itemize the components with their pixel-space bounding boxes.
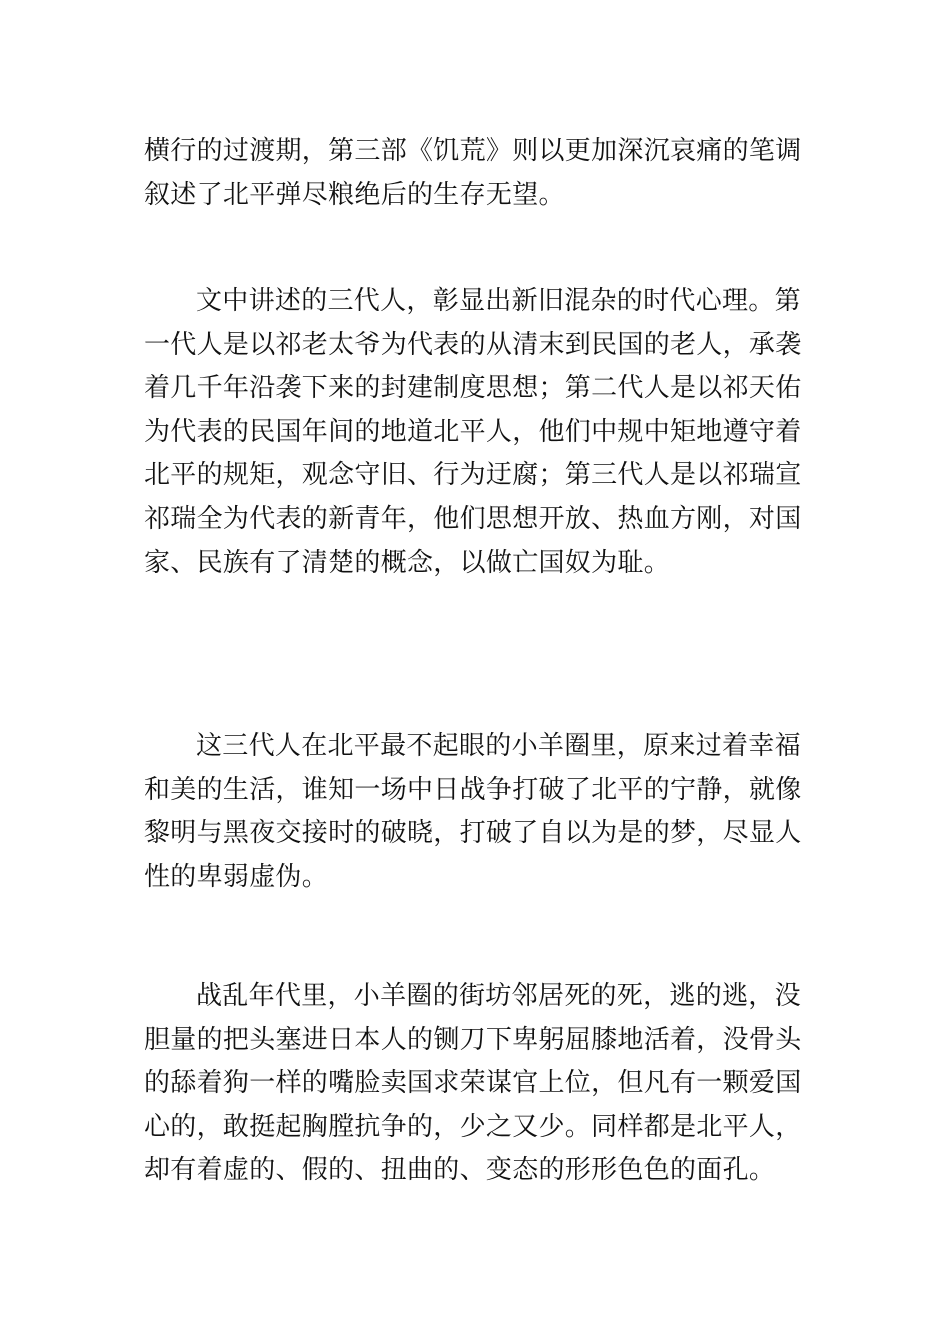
text-line: 北平的规矩，观念守旧、行为迂腐；第三代人是以祁瑞宣 xyxy=(144,460,802,491)
text-line: 的舔着狗一样的嘴脸卖国求荣谋官上位，但凡有一颗爱国 xyxy=(144,1068,802,1099)
text-line: 却有着虚的、假的、扭曲的、变态的形形色色的面孔。 xyxy=(144,1155,776,1186)
text-line: 战乱年代里，小羊圈的街坊邻居死的死，逃的逃，没 xyxy=(196,981,801,1011)
text-line: 文中讲述的三代人，彰显出新旧混杂的时代心理。第 xyxy=(196,286,801,316)
paragraph-2 xyxy=(144,280,806,585)
text-line: 和美的生活，谁知一场中日战争打破了北平的宁静，就像 xyxy=(144,774,802,805)
paragraph-3 xyxy=(144,725,806,899)
text-line: 一代人是以祁老太爷为代表的从清末到民国的老人，承袭 xyxy=(144,329,802,360)
paragraph-4 xyxy=(144,975,806,1193)
paragraph-1 xyxy=(144,130,806,217)
text-line: 黎明与黑夜交接时的破晓，打破了自以为是的梦，尽显人 xyxy=(144,818,802,849)
text-line: 性的卑弱虚伪。 xyxy=(144,861,329,892)
text-line: 家、民族有了清楚的概念，以做亡国奴为耻。 xyxy=(144,547,671,578)
text-line: 心的，敢挺起胸膛抗争的，少之又少。同样都是北平人， xyxy=(144,1111,802,1142)
text-line: 叙述了北平弹尽粮绝后的生存无望。 xyxy=(144,179,565,210)
text-line: 这三代人在北平最不起眼的小羊圈里，原来过着幸福 xyxy=(196,731,801,761)
text-line: 横行的过渡期，第三部《饥荒》则以更加深沉哀痛的笔调 xyxy=(144,136,802,166)
text-line: 为代表的民国年间的地道北平人，他们中规中矩地遵守着 xyxy=(144,416,802,447)
text-line: 胆量的把头塞进日本人的铡刀下卑躬屈膝地活着，没骨头 xyxy=(144,1024,802,1055)
text-line: 祁瑞全为代表的新青年，他们思想开放、热血方刚，对国 xyxy=(144,503,802,534)
text-line: 着几千年沿袭下来的封建制度思想；第二代人是以祁天佑 xyxy=(144,373,802,404)
